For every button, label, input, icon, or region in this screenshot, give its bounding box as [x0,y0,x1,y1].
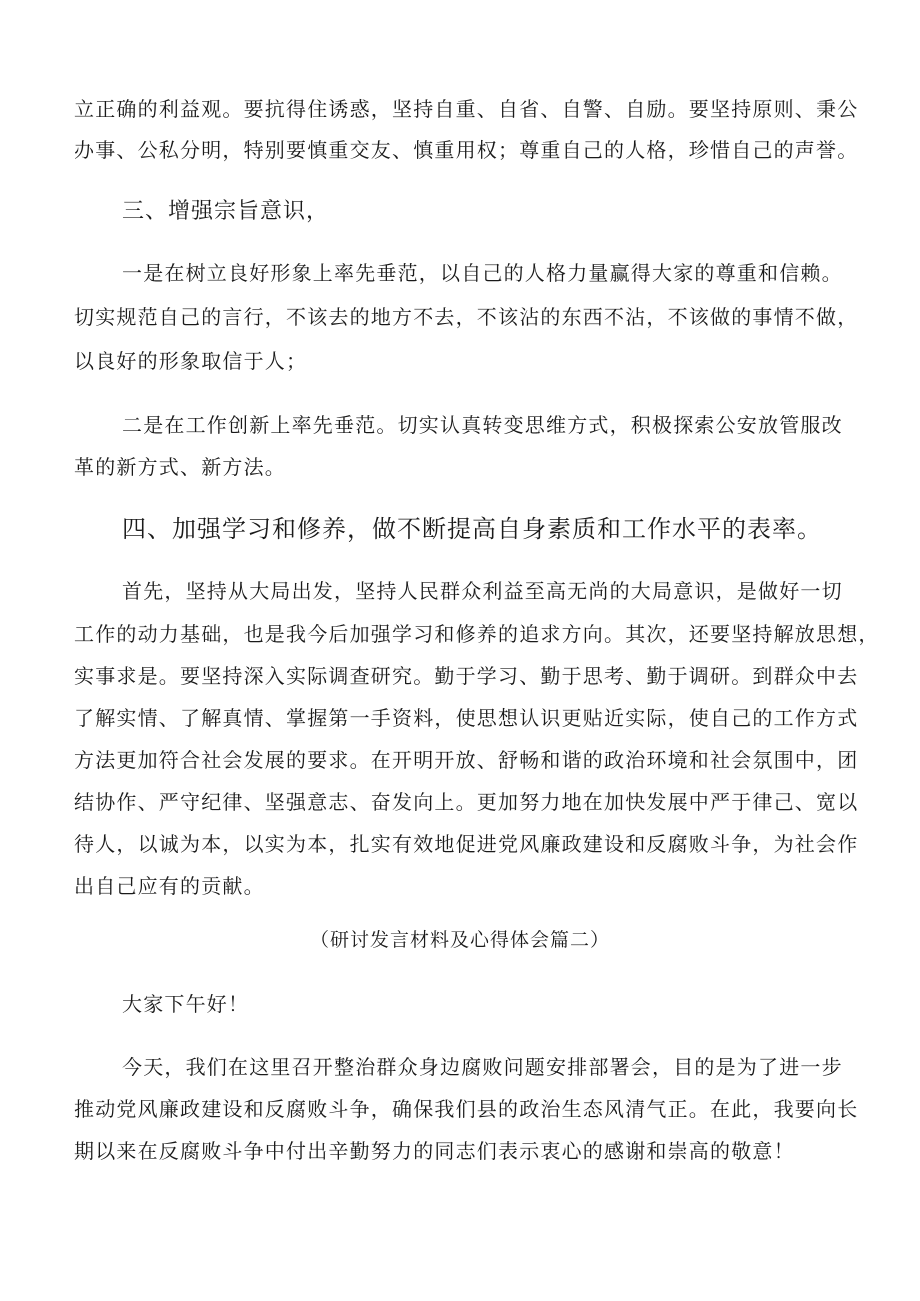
paragraph-line: 今天，我们在这里召开整治群众身边腐败问题安排部署会，目的是为了进一步 [122,1055,843,1079]
paragraph-line: 办事、公私分明，特别要慎重交友、慎重用权；尊重自己的人格，珍惜自己的声誉。 [74,138,859,162]
paragraph-line: 以良好的形象取信于人； [74,349,308,373]
paragraph-line: 方法更加符合社会发展的要求。在开明开放、舒畅和谐的政治环境和社会氛围中，团 [74,748,859,772]
paragraph-line: 二是在工作创新上率先垂范。切实认真转变思维方式，积极探索公安放管服改 [122,413,843,437]
paragraph-line: 立正确的利益观。要抗得住诱惑，坚持自重、自省、自警、自励。要坚持原则、秉公 [74,97,859,121]
paragraph-line: 工作的动力基础，也是我今后加强学习和修养的追求方向。其次，还要坚持解放思想， [74,622,880,646]
paragraph-line: 待人，以诚为本，以实为本，扎实有效地促进党风廉政建设和反腐败斗争，为社会作 [74,832,859,856]
paragraph-line: 革的新方式、新方法。 [74,455,286,479]
paragraph-line: 实事求是。要坚持深入实际调查研究。勤于学习、勤于思考、勤于调研。到群众中去 [74,664,859,688]
paragraph-line: 结协作、严守纪律、坚强意志、奋发向上。更加努力地在加快发展中严于律己、宽以 [74,790,859,814]
paragraph-line: 了解实情、了解真情、掌握第一手资料，使思想认识更贴近实际，使自己的工作方式 [74,706,859,730]
paragraph-line: 期以来在反腐败斗争中付出辛勤努力的同志们表示衷心的感谢和崇高的敬意！ [74,1139,795,1163]
paragraph-line: 出自己应有的贡献。 [74,874,265,898]
paragraph-line: 推动党风廉政建设和反腐败斗争，确保我们县的政治生态风清气正。在此，我要向长 [74,1097,859,1121]
paragraph-line: 一是在树立良好形象上率先垂范，以自己的人格力量赢得大家的尊重和信赖。 [122,261,843,285]
paragraph-line: 首先，坚持从大局出发，坚持人民群众利益至高无尚的大局意识，是做好一切 [122,579,843,603]
section-heading-3: 三、增强宗旨意识， [122,199,330,224]
section-title: （研讨发言材料及心得体会篇二） [309,929,610,951]
paragraph-line: 切实规范自己的言行，不该去的地方不去，不该沾的东西不沾，不该做的事情不做， [74,305,859,329]
section-heading-4: 四、加强学习和修养，做不断提高自身素质和工作水平的表率。 [122,515,822,543]
greeting: 大家下午好！ [122,992,250,1016]
